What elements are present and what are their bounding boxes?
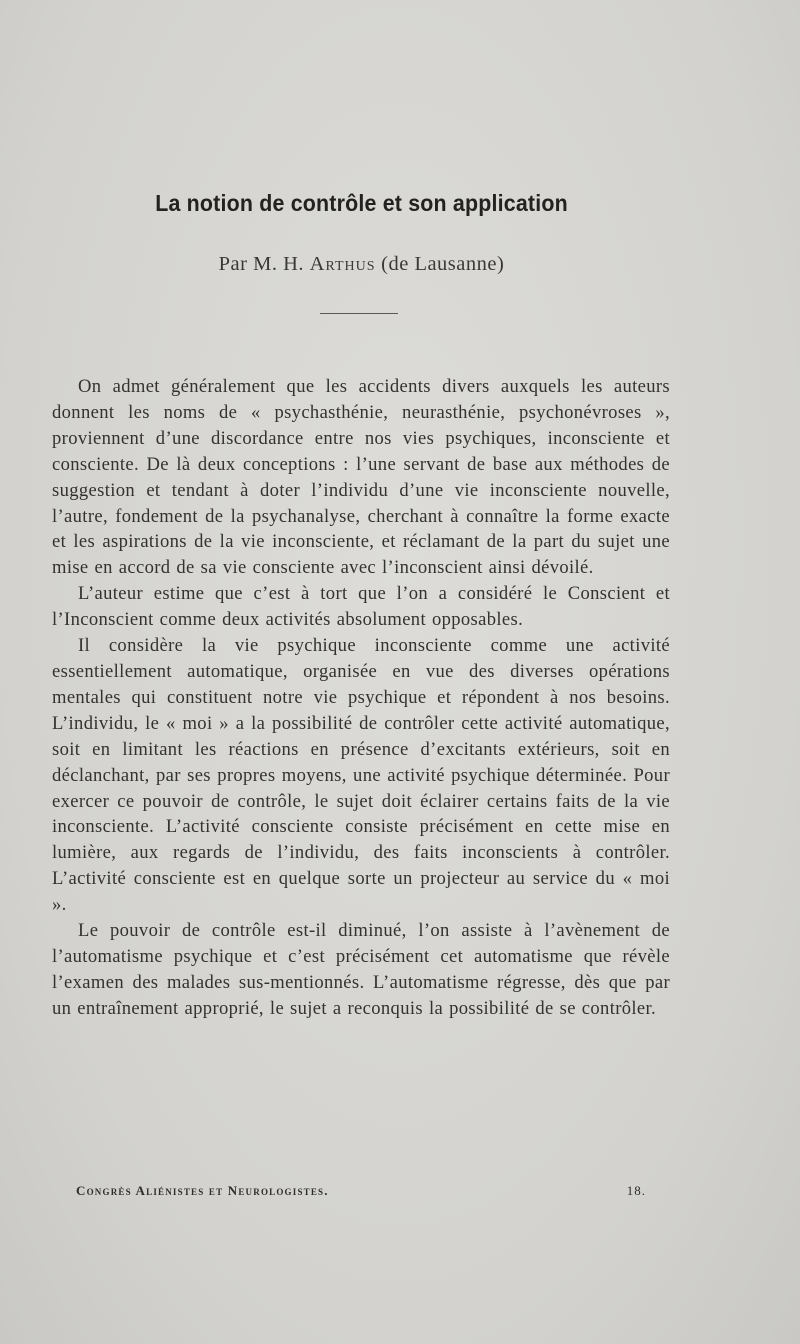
running-title: Congrès Aliénistes et Neurologistes. [76,1183,329,1198]
byline-prefix: Par M. H. [218,253,305,275]
byline [0,253,723,276]
paragraph-2: L’auteur estime que c’est à tort que l’on a considéré le Conscient et l’Inconscient comme deux activités absolument opposables. [52,583,670,631]
paragraph-1: On admet généralement que les accidents divers auxquels les auteurs donnent les noms de « psychasthénie, neurasthénie, psychonévroses », proviennent d’une discordance entre nos vies psychiques, inconsciente et consciente. De là deux conceptions : l’une servant de base aux méthodes de suggestion et tendant à doter l’individu d’une vie inconsciente nouvelle, l’autre, fondement de la psychanalyse, cherchant à connaître la forme exacte et les aspirations de la vie inconsciente, et réclamant de la part du sujet une mise en accord de sa vie consciente avec l’inconscient ainsi dévoilé. [52,376,670,579]
article-body [52,374,670,1022]
paragraph-4: Le pouvoir de contrôle est-il diminué, l’on assiste à l’avènement de l’automatisme psychique et c’est précisément cet automatisme que révèle l’examen des malades sus-mentionnés. L’automatisme régresse, dès que par un entraînement approprié, le sujet a reconquis la possibilité de se contrôler. [52,920,670,1019]
paragraph-3: Il considère la vie psychique inconsciente comme une activité essentiellement automatique, organisée en vue des diverses opérations mentales qui constituent notre vie psychique et répondent à nos besoins. L’individu, le « moi » a la possibilité de contrôler cette activité automatique, soit en limitant les réactions en présence d’excitants extérieurs, soit en déclanchant, par ses propres moyens, une activité psychique déterminée. Pour exercer ce pouvoir de contrôle, le sujet doit éclairer certains faits de la vie inconsciente. L’activité consciente consiste précisément en cette mise en lumière, aux regards de l’individu, des faits inconscients à contrôler. L’activité consciente est en quelque sorte un projecteur au service du « moi ». [52,635,670,916]
byline-affiliation: (de Lausanne) [381,253,505,275]
byline-author: Arthus [309,253,376,275]
page-footer [76,1183,646,1203]
title-separator-rule [320,313,398,314]
signature-mark: 18. [626,1183,646,1198]
article-title: La notion de contrôle et son application [155,190,568,216]
